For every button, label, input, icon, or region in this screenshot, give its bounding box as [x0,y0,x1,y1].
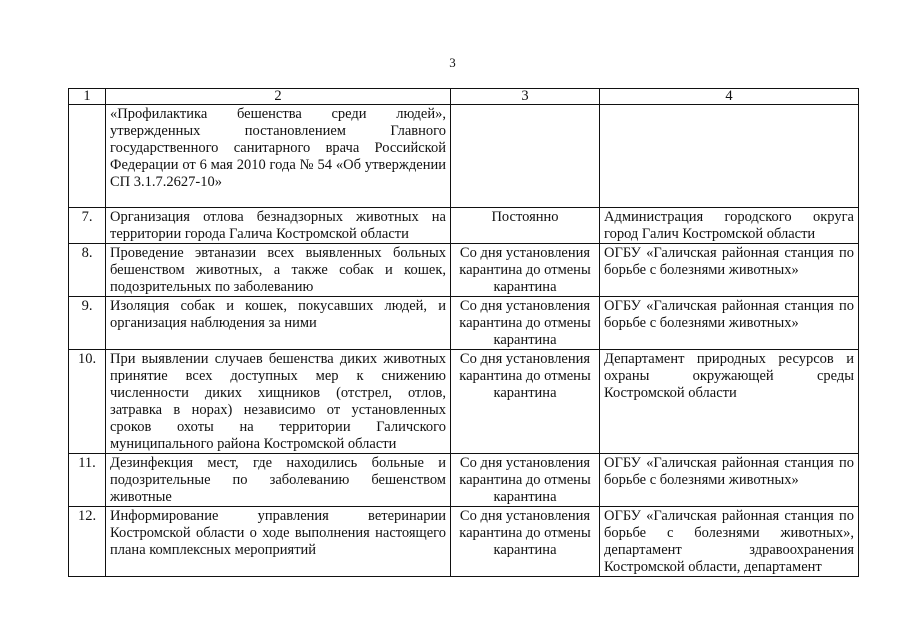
table-row [69,297,859,350]
row-measure: Организация отлова безнадзорных животных на территории города Галича Костромской области [106,208,451,244]
row-term [451,105,600,208]
row-measure: «Профилактика бешенства среди людей», утвержденных постановлением Главного государственного санитарного врача Российской Федерации от 6 мая 2010 года № 54 «Об утверждении СП 3.1.7.2627-10» [106,105,451,208]
table-row [69,105,859,208]
table-row [69,350,859,454]
row-measure: Изоляция собак и кошек, покусавших людей, и организация наблюдения за ними [106,297,451,350]
row-number: 11. [69,454,106,507]
row-responsible: ОГБУ «Галичская районная станция по борьбе с болезнями животных», департамент здравоохранения Костромской области, департамент [600,507,859,577]
measures-table [68,88,859,577]
table-row [69,454,859,507]
row-responsible [600,105,859,208]
row-term: Постоянно [451,208,600,244]
table-row [69,507,859,577]
row-term: Со дня установления карантина до отмены карантина [451,350,600,454]
row-number: 9. [69,297,106,350]
table-row [69,208,859,244]
table-header-row [69,89,859,105]
page-number: 3 [449,55,456,70]
row-number: 7. [69,208,106,244]
header-col-1: 1 [69,89,106,105]
header-col-2: 2 [106,89,451,105]
row-responsible: Департамент природных ресурсов и охраны окружающей среды Костромской области [600,350,859,454]
row-measure: Дезинфекция мест, где находились больные и подозрительные по заболеванию бешенством животные [106,454,451,507]
header-col-4: 4 [600,89,859,105]
row-responsible: ОГБУ «Галичская районная станция по борьбе с болезнями животных» [600,297,859,350]
row-term: Со дня установления карантина до отмены карантина [451,454,600,507]
row-term: Со дня установления карантина до отмены карантина [451,297,600,350]
row-number: 10. [69,350,106,454]
row-responsible: ОГБУ «Галичская районная станция по борьбе с болезнями животных» [600,244,859,297]
row-measure: Проведение эвтаназии всех выявленных больных бешенством животных, а также собак и кошек, подозрительных по заболеванию [106,244,451,297]
row-term: Со дня установления карантина до отмены карантина [451,507,600,577]
header-col-3: 3 [451,89,600,105]
row-responsible: ОГБУ «Галичская районная станция по борьбе с болезнями животных» [600,454,859,507]
table-row [69,244,859,297]
row-number [69,105,106,208]
row-measure: Информирование управления ветеринарии Костромской области о ходе выполнения настоящего плана комплексных мероприятий [106,507,451,577]
row-measure: При выявлении случаев бешенства диких животных принятие всех доступных мер к снижению численности диких хищников (отстрел, отлов, затравка в норах) независимо от установленных сроков охоты на территории Галичского муниципального района Костромской области [106,350,451,454]
row-term: Со дня установления карантина до отмены карантина [451,244,600,297]
row-number: 12. [69,507,106,577]
row-responsible: Администрация городского округа город Галич Костромской области [600,208,859,244]
row-number: 8. [69,244,106,297]
